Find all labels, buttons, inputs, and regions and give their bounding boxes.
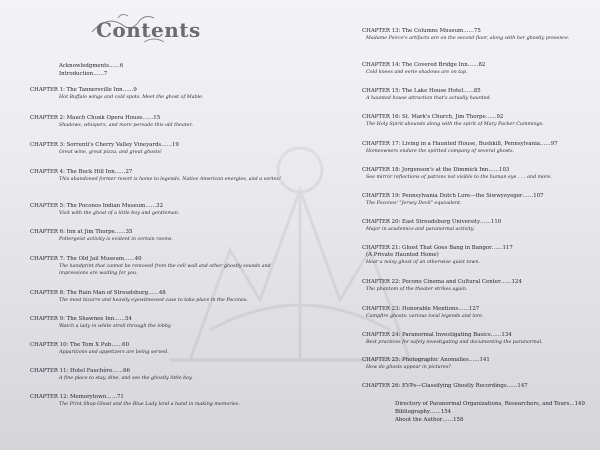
chapter-heading: CHAPTER 7: The Old Jail Museum……40 [30,256,142,262]
toc-entry[interactable] [362,167,590,181]
chapter-description: Hear a noisy ghost of an otherwise quiet town. [366,260,480,265]
chapter-heading: CHAPTER 16: St. Mark's Church, Jim Thorpe……92 [362,114,504,120]
chapter-description: The phantom of the theater strikes again. [366,287,468,292]
chapter-heading: CHAPTER 21: Ghost That Goes Bang in Bangor……117 [362,245,513,251]
chapter-description: The Poconos' "Jersey Devil" equivalent. [366,201,462,206]
toc-entry[interactable] [30,342,282,356]
chapter-description: A fine place to stay, dine, and see the ghostly little boy. [59,376,193,381]
toc-entry[interactable] [30,368,282,382]
chapter-heading: CHAPTER 17: Living in a Haunted House, Bushkill, Pennsylvania……97 [362,141,558,147]
toc-entry[interactable] [30,316,282,330]
chapter-heading: CHAPTER 20: East Stroudsburg University……110 [362,219,502,225]
chapter-heading: CHAPTER 12: Memorytown……71 [30,394,124,400]
toc-entry[interactable] [362,383,590,390]
page-title: Contents [96,18,201,42]
chapter-heading: CHAPTER 8: The Rain Man of Stroudsburg……48 [30,290,166,296]
chapter-description: Great wine, great pizza, and great ghosts! [59,150,162,155]
chapter-description: Visit with the ghost of a little boy and gentleman. [59,211,180,216]
chapter-heading: CHAPTER 1: The Tannersville Inn……9 [30,87,137,93]
chapter-description: Cold knees and eerie shadows are on tap. [366,70,468,75]
chapter-description: The Print Shop Ghost and the Blue Lady lend a hand in making memories. [59,402,240,407]
toc-entry[interactable] [30,115,282,129]
chapter-description: Homeowners endure the spirited company of several ghosts. [366,149,515,154]
chapter-heading: CHAPTER 10: The Tom X Pub……60 [30,342,129,348]
toc-entry[interactable] [362,357,590,371]
toc-about-author[interactable]: About the Author……158 [395,417,464,423]
chapter-description: A haunted house attraction that's actually haunted. [366,96,492,101]
toc-entry[interactable] [362,306,590,320]
chapter-description: Best practices for safely investigating and documenting the paranormal. [366,340,543,345]
chapter-heading: CHAPTER 4: The Buck Hill Inn……27 [30,169,133,175]
toc-introduction[interactable]: Introduction……7 [59,71,108,77]
toc-entry[interactable] [30,87,282,101]
toc-directory[interactable]: Directory of Paranormal Organizations, Researchers, and Tours…149 [395,401,585,407]
chapter-description: See mirror reflections of patrons not visible to the human eye . . . and more. [366,175,552,180]
chapter-heading: CHAPTER 25: Photographic Anomalies……141 [362,357,490,363]
toc-entry[interactable] [30,229,282,243]
chapter-heading: CHAPTER 18: Jorgenson's at the Dimmick Inn……103 [362,167,510,173]
chapter-heading: CHAPTER 9: The Shawnee Inn……54 [30,316,132,322]
chapter-heading: CHAPTER 26: EVPs—Classifying Ghostly Recordings……147 [362,383,528,389]
toc-entry[interactable] [362,245,590,266]
toc-entry[interactable] [362,114,590,128]
toc-entry[interactable] [362,193,590,207]
toc-entry[interactable] [362,332,590,346]
toc-entry[interactable] [30,394,282,408]
toc-entry[interactable] [362,141,590,155]
chapter-description: The most bizarre and heavily eyewitnessed case to take place in the Poconos. [59,298,248,303]
chapter-description: Shadows, whispers, and more pervade this old theater. [59,123,193,128]
toc-entry[interactable] [30,169,282,183]
chapter-description: The handprint that cannot be removed from the cell wall and other ghostly sounds and impressions are waiting for you. [59,264,271,276]
chapter-heading: CHAPTER 3: Sorrenti's Cherry Valley Vineyards……19 [30,142,179,148]
chapter-heading: CHAPTER 6: Inn at Jim Thorpe……35 [30,229,133,235]
toc-entry[interactable] [362,88,590,102]
toc-entry[interactable] [362,279,590,293]
chapter-heading: CHAPTER 5: The Poconos Indian Museum……32 [30,203,164,209]
chapter-description: Hot Buffalo wings and cold spots. Meet the ghost of Mable. [59,95,204,100]
chapter-description: How do ghosts appear in pictures? [366,365,451,370]
chapter-heading: CHAPTER 14: The Covered Bridge Inn……82 [362,62,486,68]
toc-entry[interactable] [30,203,282,217]
toc-entry[interactable] [30,290,282,304]
chapter-description: Apparitions and appetizers are being served. [59,350,169,355]
chapter-heading: CHAPTER 2: Mauch Chunk Opera House……15 [30,115,161,121]
chapter-heading: CHAPTER 22: Pocono Cinema and Cultural Center……124 [362,279,522,285]
chapter-description: Watch a lady in white stroll through the lobby. [59,324,172,329]
chapter-description: Madame Peirce's artifacts are on the second floor, along with her ghostly presence. [366,36,570,41]
toc-bibliography[interactable]: Bibliography……154 [395,409,452,415]
chapter-description: This abandoned former resort is home to legends, Native American energies, and a vortex! [59,177,281,182]
toc-entry[interactable] [30,142,282,156]
toc-entry[interactable] [30,256,282,277]
toc-acknowledgments[interactable]: Acknowledgments……6 [59,63,124,69]
chapter-description: Major in academics and paranormal activity. [366,227,475,232]
chapter-heading: CHAPTER 11: Hotel Fauchère……66 [30,368,130,374]
chapter-description: Poltergeist activity is evident in certain rooms. [59,237,173,242]
chapter-heading: CHAPTER 15: The Lake House Hotel……85 [362,88,481,94]
toc-entry[interactable] [362,62,590,76]
toc-entry[interactable] [362,219,590,233]
chapter-heading: CHAPTER 23: Honorable Mentions……127 [362,306,480,312]
chapter-heading: CHAPTER 24: Paranormal Investigating Basics……134 [362,332,512,338]
toc-entry[interactable] [362,28,590,42]
chapter-heading: CHAPTER 13: The Columns Museum……75 [362,28,481,34]
chapter-subheading: (A Private Haunted Home) [366,252,439,258]
chapter-description: Campfire ghosts: various local legends and lore. [366,314,484,319]
chapter-description: The Holy Spirit abounds along with the spirit of Mary Packer Cummings. [366,122,544,127]
chapter-heading: CHAPTER 19: Pennsylvania Dutch Lore—the Siwwyeyeger……107 [362,193,544,199]
